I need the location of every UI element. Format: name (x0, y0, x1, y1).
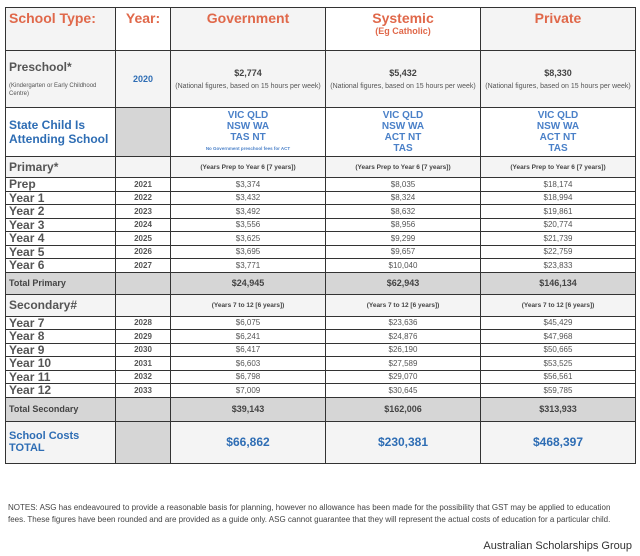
value-cell (171, 51, 326, 108)
private-header (481, 8, 636, 51)
row-value: $6,241 (171, 330, 326, 344)
empty-cell (116, 157, 171, 178)
row-label: Year 4 (6, 232, 116, 246)
row-value: $7,009 (171, 384, 326, 398)
state-line: TAS NT (230, 132, 266, 143)
row-value: $23,636 (326, 316, 481, 330)
row-value: $8,035 (326, 178, 481, 192)
table-row (6, 232, 636, 246)
row-value: $3,374 (171, 178, 326, 192)
row-year: 2026 (116, 245, 171, 259)
total-value: $62,943 (326, 272, 481, 294)
primary-desc: (Years Prep to Year 6 [7 years]) (326, 157, 481, 178)
row-value: $8,324 (326, 191, 481, 205)
row-value: $27,589 (326, 357, 481, 371)
table-row (6, 191, 636, 205)
row-value: $24,876 (326, 330, 481, 344)
secondary-header-row (6, 294, 636, 316)
systemic-header (326, 8, 481, 51)
row-label: Year 7 (6, 316, 116, 330)
row-value: $6,603 (171, 357, 326, 371)
row-value: $29,070 (326, 370, 481, 384)
row-label: Year 5 (6, 245, 116, 259)
state-line: NSW WA (381, 121, 425, 132)
state-line: VIC QLD (537, 110, 579, 121)
row-value: $3,492 (171, 205, 326, 219)
table-row (6, 178, 636, 192)
row-value: $19,861 (481, 205, 636, 219)
row-value: $8,956 (326, 218, 481, 232)
state-line: TAS (548, 143, 568, 154)
row-label: Prep (6, 178, 116, 192)
row-value: $50,665 (481, 343, 636, 357)
row-label: Year 9 (6, 343, 116, 357)
preschool-row (6, 51, 636, 108)
row-value: $18,174 (481, 178, 636, 192)
value: $8,330 (544, 67, 572, 78)
row-label: Year 3 (6, 218, 116, 232)
empty-cell (116, 272, 171, 294)
table-row (6, 330, 636, 344)
empty-cell (116, 397, 171, 421)
school-costs-table (5, 7, 636, 464)
row-value: $20,774 (481, 218, 636, 232)
primary-desc: (Years Prep to Year 6 [7 years]) (171, 157, 326, 178)
grand-total-row (6, 421, 636, 463)
row-value: $59,785 (481, 384, 636, 398)
col-name: Government (206, 10, 290, 26)
states-cell (481, 108, 636, 157)
row-year: 2032 (116, 370, 171, 384)
col-name: Private (534, 10, 582, 26)
row-label: Year 2 (6, 205, 116, 219)
row-value: $26,190 (326, 343, 481, 357)
total-secondary-row (6, 397, 636, 421)
grand-total-value: $230,381 (326, 421, 481, 463)
government-header (171, 8, 326, 51)
note: (National figures, based on 15 hours per week) (330, 82, 476, 90)
preschool-label (6, 51, 116, 108)
row-year: 2025 (116, 232, 171, 246)
row-value: $3,771 (171, 259, 326, 273)
total-value: $162,006 (326, 397, 481, 421)
state-line: ACT NT (384, 132, 422, 143)
value-cell (326, 51, 481, 108)
sublabel: (Kindergarten or Early Childhood Centre) (9, 83, 97, 97)
row-label: Year 12 (6, 384, 116, 398)
row-value: $47,968 (481, 330, 636, 344)
row-value: $6,798 (171, 370, 326, 384)
empty-cell (116, 294, 171, 316)
value: $5,432 (389, 67, 417, 78)
primary-header-row (6, 157, 636, 178)
secondary-rows (6, 316, 636, 397)
row-value: $6,417 (171, 343, 326, 357)
table-row (6, 259, 636, 273)
row-value: $3,556 (171, 218, 326, 232)
header-row (6, 8, 636, 51)
row-label: Year 1 (6, 191, 116, 205)
state-line: ACT NT (539, 132, 577, 143)
total-label: Total Secondary (6, 397, 116, 421)
state-row (6, 108, 636, 157)
row-year: 2029 (116, 330, 171, 344)
secondary-label: Secondary# (6, 294, 116, 316)
secondary-desc: (Years 7 to 12 [6 years]) (481, 294, 636, 316)
table-row (6, 316, 636, 330)
table-row (6, 384, 636, 398)
col-name: Systemic (372, 10, 434, 26)
note: (National figures, based on 15 hours per week) (485, 82, 631, 90)
row-value: $23,833 (481, 259, 636, 273)
total-label: Total Primary (6, 272, 116, 294)
table-row (6, 370, 636, 384)
row-value: $18,994 (481, 191, 636, 205)
row-label: Year 6 (6, 259, 116, 273)
state-note: No Government preschool fees for ACT (205, 146, 291, 151)
row-value: $3,625 (171, 232, 326, 246)
state-line: NSW WA (536, 121, 580, 132)
primary-label: Primary* (6, 157, 116, 178)
grand-total-label: School Costs TOTAL (6, 421, 116, 463)
total-value: $24,945 (171, 272, 326, 294)
row-year: 2021 (116, 178, 171, 192)
total-value: $39,143 (171, 397, 326, 421)
table-row (6, 343, 636, 357)
note: (National figures, based on 15 hours per week) (175, 82, 321, 90)
state-line: VIC QLD (382, 110, 424, 121)
row-value: $3,432 (171, 191, 326, 205)
state-line: TAS (393, 143, 413, 154)
year-header: Year: (116, 8, 171, 51)
total-value: $146,134 (481, 272, 636, 294)
row-value: $6,075 (171, 316, 326, 330)
school-type-header: School Type: (6, 8, 116, 51)
row-year: 2033 (116, 384, 171, 398)
row-value: $45,429 (481, 316, 636, 330)
row-year: 2022 (116, 191, 171, 205)
states-cell (326, 108, 481, 157)
row-label: Year 8 (6, 330, 116, 344)
state-line: VIC QLD (227, 110, 269, 121)
row-value: $10,040 (326, 259, 481, 273)
row-value: $30,645 (326, 384, 481, 398)
row-value: $56,561 (481, 370, 636, 384)
value: $2,774 (234, 67, 262, 78)
table-row (6, 357, 636, 371)
table-row (6, 245, 636, 259)
row-year: 2028 (116, 316, 171, 330)
notes: NOTES: ASG has endeavoured to provide a reasonable basis for planning, however no allowance has been made for the possibility that GST may be applied to education fees. These figures have been rounded and are provided as a guide only. ASG cannot guarantee that they will represent the actual costs of education for a particular child. (8, 503, 611, 524)
empty-cell (116, 108, 171, 157)
states-cell (171, 108, 326, 157)
row-year: 2027 (116, 259, 171, 273)
row-value: $8,632 (326, 205, 481, 219)
row-value: $22,759 (481, 245, 636, 259)
primary-rows (6, 178, 636, 273)
total-value: $313,933 (481, 397, 636, 421)
row-year: 2030 (116, 343, 171, 357)
total-primary-row (6, 272, 636, 294)
label: Preschool* (9, 60, 72, 74)
row-year: 2024 (116, 218, 171, 232)
grand-total-value: $66,862 (171, 421, 326, 463)
primary-desc: (Years Prep to Year 6 [7 years]) (481, 157, 636, 178)
row-label: Year 10 (6, 357, 116, 371)
state-line: NSW WA (226, 121, 270, 132)
table-row (6, 205, 636, 219)
row-value: $9,299 (326, 232, 481, 246)
year: 2020 (116, 51, 171, 108)
row-year: 2023 (116, 205, 171, 219)
table-row (6, 218, 636, 232)
row-label: Year 11 (6, 370, 116, 384)
secondary-desc: (Years 7 to 12 [6 years]) (326, 294, 481, 316)
grand-total-value: $468,397 (481, 421, 636, 463)
value-cell (481, 51, 636, 108)
brand-name: Australian Scholarships Group (483, 540, 632, 552)
row-value: $53,525 (481, 357, 636, 371)
row-value: $9,657 (326, 245, 481, 259)
empty-cell (116, 421, 171, 463)
secondary-desc: (Years 7 to 12 [6 years]) (171, 294, 326, 316)
row-year: 2031 (116, 357, 171, 371)
row-value: $3,695 (171, 245, 326, 259)
state-label: State Child Is Attending School (6, 108, 116, 157)
col-sub: (Eg Catholic) (375, 26, 431, 36)
row-value: $21,739 (481, 232, 636, 246)
